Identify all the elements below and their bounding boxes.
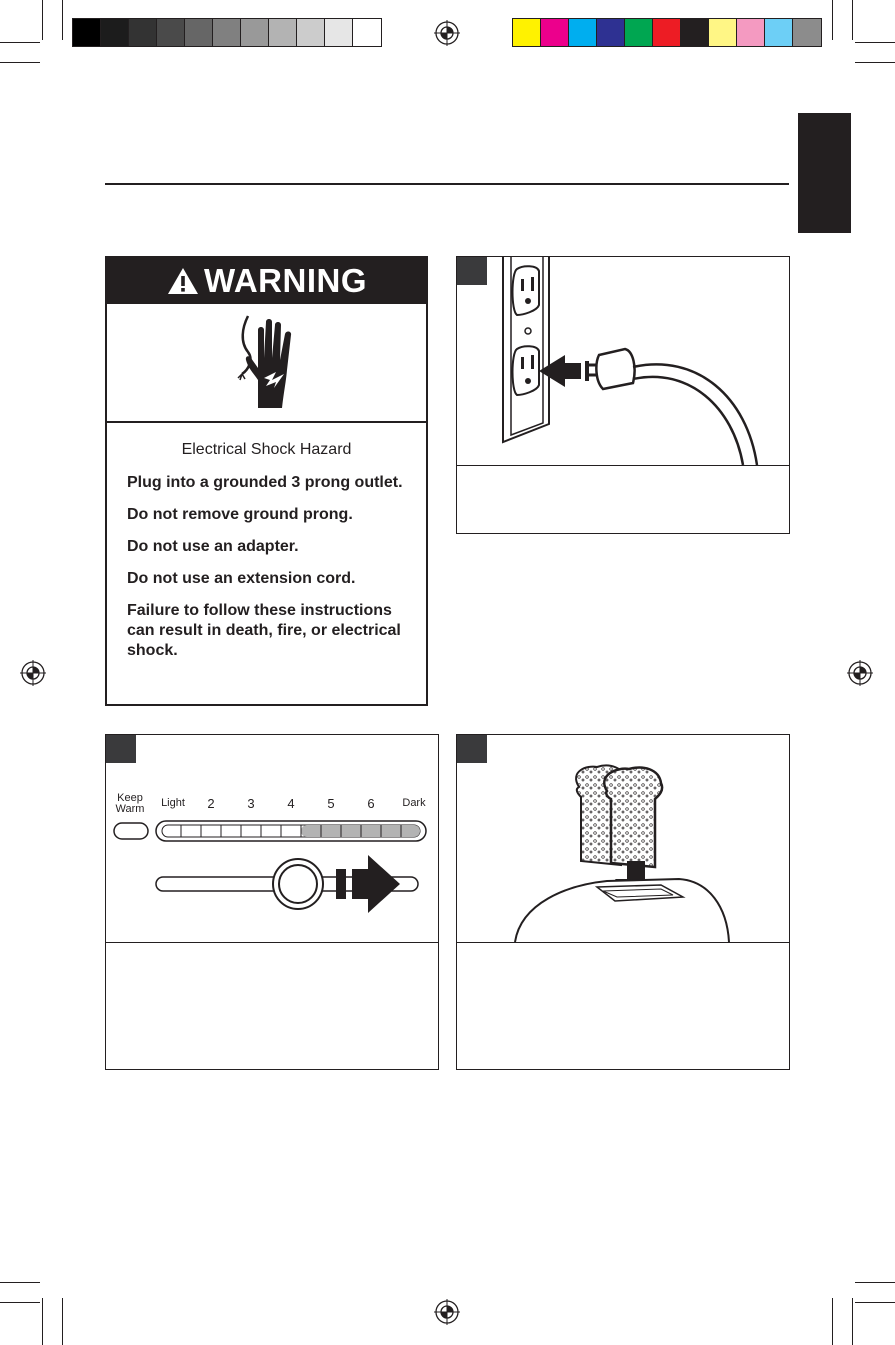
color-swatch — [129, 19, 157, 46]
step-panel-insert-bread — [456, 734, 790, 1070]
color-swatch — [241, 19, 269, 46]
color-swatch — [185, 19, 213, 46]
color-swatch — [597, 19, 625, 46]
step-number-box — [457, 257, 487, 285]
crop-mark — [0, 42, 40, 43]
crop-mark — [855, 1302, 895, 1303]
color-swatch — [625, 19, 653, 46]
color-swatch — [541, 19, 569, 46]
warning-item: Plug into a grounded 3 prong outlet. — [127, 474, 403, 491]
shade-dial-illustration — [106, 735, 438, 943]
crop-mark — [855, 62, 895, 63]
registration-mark-icon — [20, 660, 46, 686]
crop-mark — [42, 0, 43, 40]
crop-mark — [0, 1282, 40, 1283]
color-swatch — [737, 19, 765, 46]
outlet-plug-illustration — [457, 257, 789, 465]
toaster-bread-illustration — [457, 735, 789, 942]
header-rule — [105, 183, 789, 185]
color-swatch — [353, 19, 381, 46]
color-swatch — [213, 19, 241, 46]
hazard-title: Electrical Shock Hazard — [181, 441, 352, 458]
color-swatch — [513, 19, 541, 46]
crop-mark — [852, 0, 853, 40]
crop-mark — [855, 1282, 895, 1283]
color-swatch — [681, 19, 709, 46]
color-swatch — [101, 19, 129, 46]
color-swatch — [765, 19, 793, 46]
color-swatch — [269, 19, 297, 46]
crop-mark — [62, 1298, 63, 1345]
step-panel-plug-in — [456, 256, 790, 534]
light-label: Light — [161, 797, 185, 809]
color-swatch — [325, 19, 353, 46]
crop-mark — [832, 0, 833, 40]
crop-mark — [0, 1302, 40, 1303]
registration-mark-icon — [434, 20, 460, 46]
alert-triangle-icon — [166, 266, 200, 296]
warning-header — [107, 258, 426, 304]
shock-hazard-graphic — [107, 304, 426, 423]
warning-item: Failure to follow these instructions can result in death, fire, or electrical shock. — [127, 602, 401, 659]
warning-item: Do not remove ground prong. — [127, 506, 353, 523]
shade-level-label: 4 — [287, 796, 295, 811]
color-swatch — [709, 19, 737, 46]
color-swatch — [569, 19, 597, 46]
shade-level-label: 2 — [207, 796, 215, 811]
step-panel-shade-setting — [105, 734, 439, 1070]
plug-illustration — [457, 257, 789, 466]
crop-mark — [42, 1298, 43, 1345]
dark-label: Dark — [402, 797, 426, 809]
crop-mark — [62, 0, 63, 40]
crop-mark — [0, 62, 40, 63]
shade-level-label: 5 — [327, 796, 335, 811]
registration-mark-icon — [434, 1299, 460, 1325]
registration-mark-icon — [847, 660, 873, 686]
color-swatch — [653, 19, 681, 46]
color-swatch — [73, 19, 101, 46]
grayscale-color-bar — [72, 18, 382, 47]
language-thumb-tab — [798, 113, 851, 233]
crop-mark — [832, 1298, 833, 1345]
shade-slider-graphic — [106, 735, 438, 942]
shade-level-label: 6 — [367, 796, 375, 811]
bread-illustration — [457, 735, 789, 943]
crop-mark — [852, 1298, 853, 1345]
keep-warm-label: Keep Warm — [115, 792, 145, 815]
color-swatch — [793, 19, 821, 46]
warning-signal-word: WARNING — [204, 262, 367, 299]
warning-item: Do not use an extension cord. — [127, 570, 356, 587]
crop-mark — [855, 42, 895, 43]
warning-item: Do not use an adapter. — [127, 538, 299, 555]
shade-level-label: 3 — [247, 796, 255, 811]
color-swatch — [297, 19, 325, 46]
warning-box — [105, 256, 428, 706]
shock-hazard-icon — [212, 308, 322, 418]
process-color-bar — [512, 18, 822, 47]
color-swatch — [157, 19, 185, 46]
step-number-box — [457, 735, 487, 763]
